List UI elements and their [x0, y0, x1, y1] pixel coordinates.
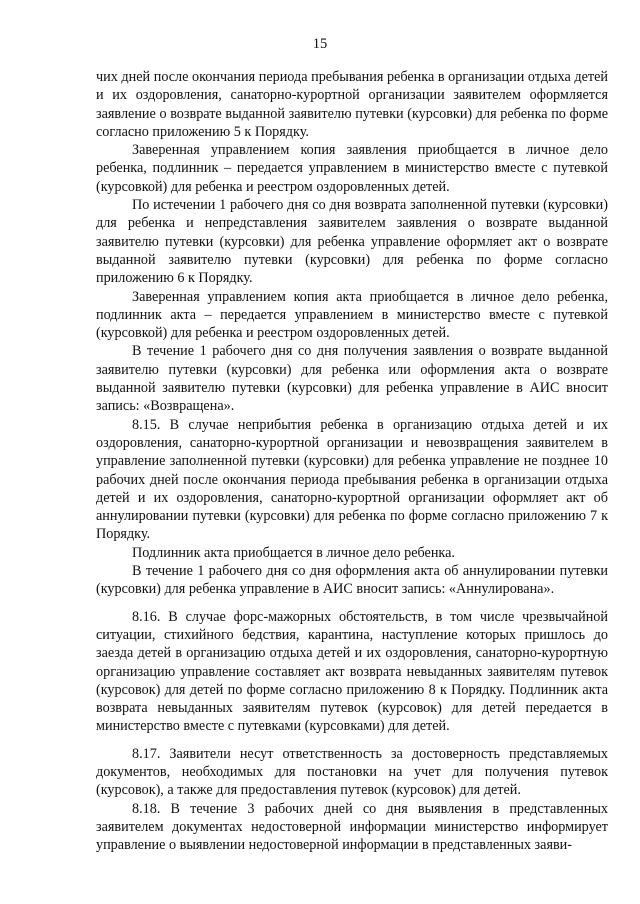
paragraph-continuation: чих дней после окончания периода пребывания ребенка в организации отдыха детей и их оздоровления, санаторно-курортной организации заявителем оформляется заявление о возврате выданной заявителю путевки (курсовки) для ребенка по форме согласно приложению 5 к Порядку.: [96, 69, 608, 140]
paragraph-clause-8-17: 8.17. Заявители несут ответственность за достоверность представляемых документов, необходимых для постановки на учет для получения путевок (курсовок), а также для предоставления путевок (курсовок) для детей.: [96, 745, 608, 799]
paragraph-certified-copy-of-application: Заверенная управлением копия заявления приобщается в личное дело ребенка, подлинник – передается управлением в министерство вместе с путевкой (курсовкой) для ребенка и реестром оздоровленных детей.: [96, 142, 608, 195]
paragraph-original-act-in-file: Подлинник акта приобщается в личное дело ребенка.: [132, 544, 455, 561]
paragraph-clause-8-16: 8.16. В случае форс-мажорных обстоятельств, в том числе чрезвычайной ситуации, стихийного бедствия, карантина, наступление которых пришлось до заезда детей в организацию отдыха детей и их оздоровления, санаторно-курортную организацию управление составляет акт возврата невыданных заявителям путевок (курсовок) для детей по форме согласно приложению 8 к Порядку. Подлинник акта возврата невыданных заявителям путевок (курсовок) для детей передается в министерство вместе с путевками (курсовками) для детей.: [96, 608, 608, 735]
paragraph-certified-copy-of-act: Заверенная управлением копия акта приобщается в личное дело ребенка, подлинник акта – передается управлением в министерство вместе с путевкой (курсовкой) для ребенка и реестром оздоровленных детей.: [96, 288, 608, 342]
page-number: 15: [312, 36, 328, 52]
paragraph-act-of-return: По истечении 1 рабочего дня со дня возврата заполненной путевки (курсовки) для ребенка и непредставления заявителем заявления о возврате выданной заявителю путевки (курсовки) для ребенка управление оформляет акт о возврате выданной заявителю путевки (курсовки) для ребенка по форме согласно приложению 6 к Порядку.: [96, 197, 608, 287]
paragraph-clause-8-15: 8.15. В случае неприбытия ребенка в организацию отдыха детей и их оздоровления, санаторно-курортной организации и невозвращения заявителем в управление заполненной путевки (курсовки) для ребенка управление не позднее 10 рабочих дней после окончания периода пребывания ребенка в организации отдыха детей и их оздоровления, санаторно-курортной организации оформляет акт об аннулировании путевки (курсовки) для ребенка по форме согласно приложению 7 к Порядку.: [96, 416, 608, 543]
paragraph-clause-8-18: 8.18. В течение 3 рабочих дней со дня выявления в представленных заявителем документах недостоверной информации министерство информирует управление о выявлении недостоверной информации в представленных заяви-: [96, 800, 608, 854]
document-body: [96, 68, 608, 854]
paragraph-ais-record-annulled: В течение 1 рабочего дня со дня оформления акта об аннулировании путевки (курсовки) для ребенка управление в АИС вносит запись: «Аннулирована».: [96, 563, 608, 598]
paragraph-ais-record-returned: В течение 1 рабочего дня со дня получения заявления о возврате выданной заявителю путевки (курсовки) для ребенка или оформления акта о возврате выданной заявителю путевки (курсовки) для ребенка управление в АИС вносит запись: «Возвращена».: [96, 343, 608, 415]
